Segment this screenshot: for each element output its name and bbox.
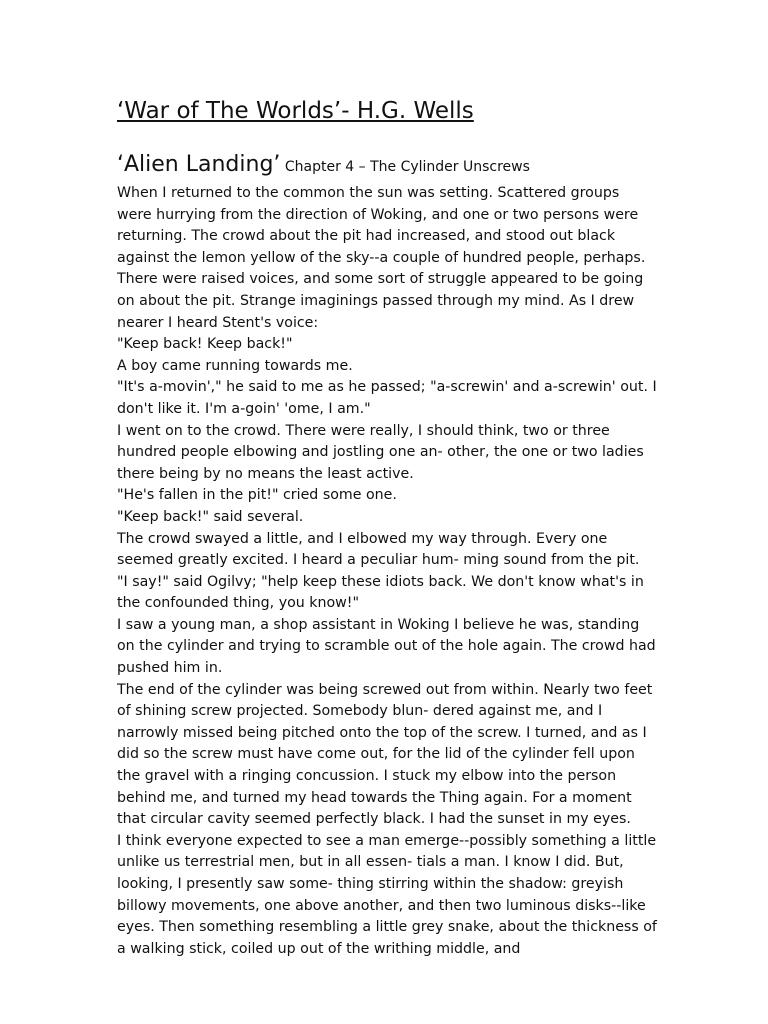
- paragraph: "Keep back! Keep back!": [117, 336, 293, 353]
- chapter-heading: [117, 152, 530, 177]
- paragraph: I went on to the crowd. There were really, I should think, two or three hundred people elbowing and jostling one an- other, the one or two ladies there being by no means the least active.: [117, 422, 644, 482]
- paragraph: The end of the cylinder was being screwed out from within. Nearly two feet of shining screw projected. Somebody blun- dered against me, and I narrowly missed being pitched onto the top of the screw. I turned, and as I did so the screw must have come out, for the lid of the cylinder fell upon the gravel with a ringing concussion. I stuck my elbow into the person behind me, and turned my head towards the Thing again. For a moment that circular cavity seemed perfectly black. I had the sunset in my eyes.: [117, 681, 653, 828]
- paragraph: I think everyone expected to see a man emerge--possibly something a little unlike us terrestrial men, but in all essen- tials a man. I know I did. But, looking, I presently saw some- thing stirring within the shadow: greyish billowy movements, one above another, and then two luminous disks--like eyes. Then something resembling a little grey snake, about the thickness of a walking stick, coiled up out of the writhing middle, and: [117, 832, 657, 957]
- paragraph: The crowd swayed a little, and I elbowed my way through. Every one seemed greatly excited. I heard a peculiar hum- ming sound from the pit.: [117, 530, 640, 569]
- paragraph: "Keep back!" said several.: [117, 508, 304, 525]
- page-title: ‘War of The Worlds’- H.G. Wells: [117, 98, 474, 124]
- paragraph: "He's fallen in the pit!" cried some one.: [117, 487, 397, 504]
- body-text: [117, 183, 657, 960]
- paragraph: "I say!" said Ogilvy; "help keep these idiots back. We don't know what's in the confounded thing, you know!": [117, 573, 644, 612]
- paragraph: When I returned to the common the sun was setting. Scattered groups were hurrying from the direction of Woking, and one or two persons were returning. The crowd about the pit had increased, and stood out black against the lemon yellow of the sky--a couple of hundred people, perhaps. There were raised voices, and some sort of struggle appeared to be going on about the pit. Strange imaginings passed through my mind. As I drew nearer I heard Stent's voice:: [117, 185, 646, 331]
- paragraph: I saw a young man, a shop assistant in Woking I believe he was, standing on the cylinder and trying to scramble out of the hole again. The crowd had pushed him in.: [117, 616, 656, 677]
- section-title: ‘Alien Landing’: [117, 152, 281, 177]
- paragraph: A boy came running towards me.: [117, 357, 353, 374]
- chapter-label: Chapter 4 – The Cylinder Unscrews: [280, 159, 530, 175]
- paragraph: "It's a-movin'," he said to me as he passed; "a-screwin' and a-screwin' out. I don't like it. I'm a-goin' 'ome, I am.": [117, 379, 657, 417]
